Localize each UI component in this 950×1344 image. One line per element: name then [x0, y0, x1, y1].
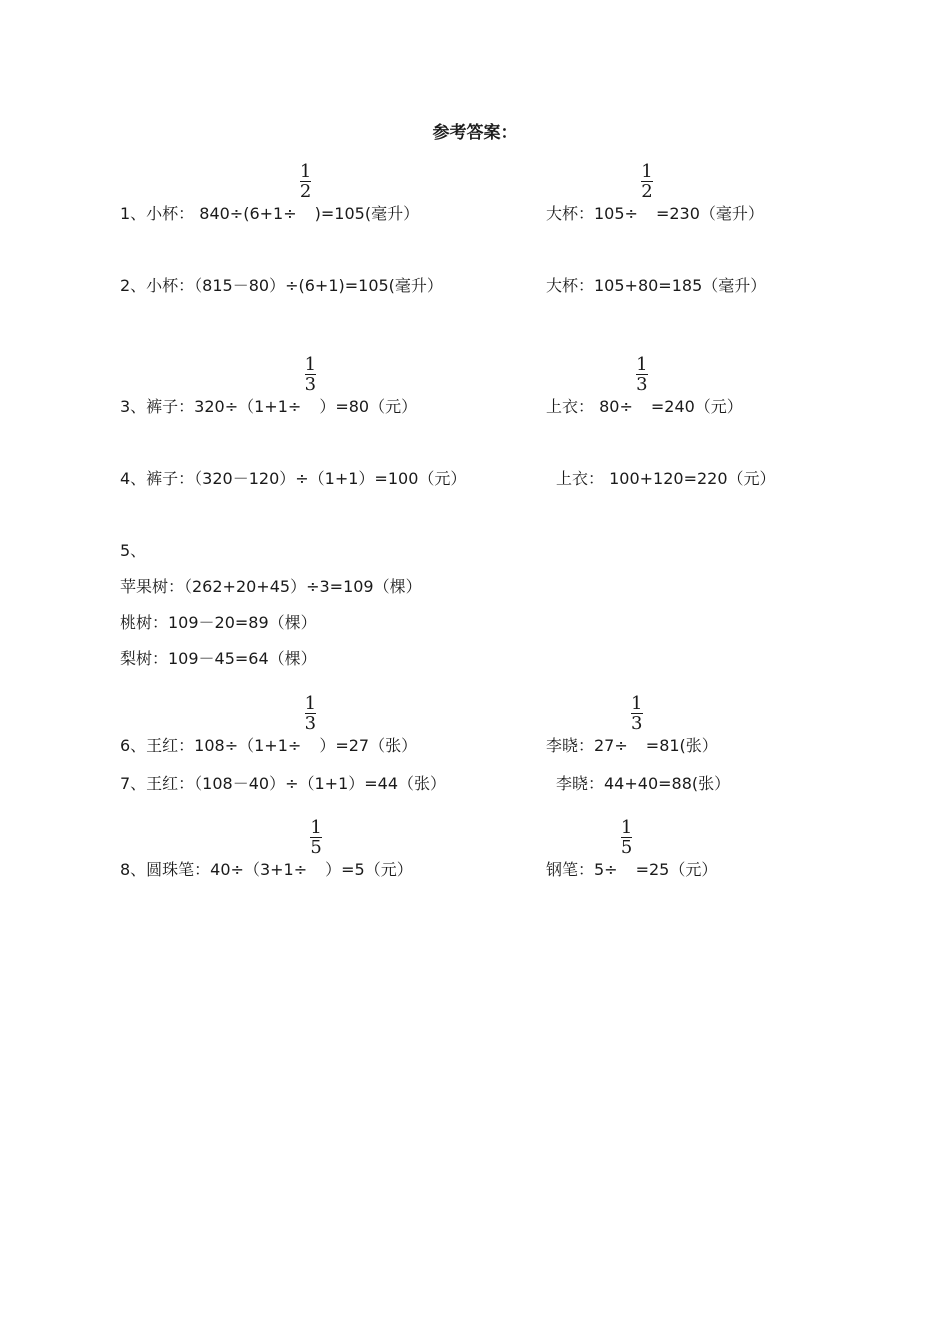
answer-2-right: 大杯：105+80=185（毫升）: [546, 276, 767, 295]
answer-6-right: 李晓：27÷ $\frac{1}{3}$ =81(张）: [546, 693, 718, 755]
answer-1-right: 大杯：105÷ $\frac{1}{2}$ =230（毫升）: [546, 161, 764, 223]
fraction: $\frac{1}{2}$: [299, 161, 312, 202]
fraction: $\frac{1}{3}$: [304, 693, 317, 734]
fraction: $\frac{1}{5}$: [620, 817, 633, 858]
answer-4-right: 上衣： 100+120=220（元）: [556, 469, 776, 488]
answer-2-left: 2、小杯：（815－80）÷(6+1)=105(毫升）: [120, 276, 443, 295]
answer-7-left: 7、王红：（108－40）÷（1+1）=44（张）: [120, 774, 447, 793]
answer-4-left: 4、裤子：（320－120）÷（1+1）=100（元）: [120, 469, 467, 488]
answer-1-left: 1、小杯： 840÷(6+1÷ $\frac{1}{2}$ )=105(毫升）: [120, 161, 420, 223]
fraction: $\frac{1}{3}$: [636, 354, 648, 395]
answer-8-left: 8、圆珠笔：40÷（3+1÷ $\frac{1}{5}$ ）=5（元）: [120, 817, 413, 879]
fraction: $\frac{1}{2}$: [641, 161, 653, 202]
answer-6-left: 6、王红：108÷（1+1÷ $\frac{1}{3}$ ）=27（张）: [120, 693, 418, 755]
answer-5-head: 5、: [120, 541, 147, 560]
answer-7-right: 李晓：44+40=88(张）: [556, 774, 731, 793]
answer-5-line-2: 桃树：109－20=89（棵）: [120, 613, 317, 632]
fraction: $\frac{1}{3}$: [304, 354, 317, 395]
page-title: 参考答案：: [432, 123, 518, 143]
answer-3-right: 上衣： 80÷ $\frac{1}{3}$ =240（元）: [546, 354, 743, 416]
answer-5-line-3: 梨树：109－45=64（棵）: [120, 649, 317, 668]
answer-3-left: 3、裤子：320÷（1+1÷ $\frac{1}{3}$ ）=80（元）: [120, 354, 418, 416]
fraction: $\frac{1}{3}$: [631, 693, 643, 734]
fraction: $\frac{1}{5}$: [310, 817, 322, 858]
answer-8-right: 钢笔：5÷ $\frac{1}{5}$ =25（元）: [546, 817, 718, 879]
answer-5-line-1: 苹果树：（262+20+45）÷3=109（棵）: [120, 577, 422, 596]
